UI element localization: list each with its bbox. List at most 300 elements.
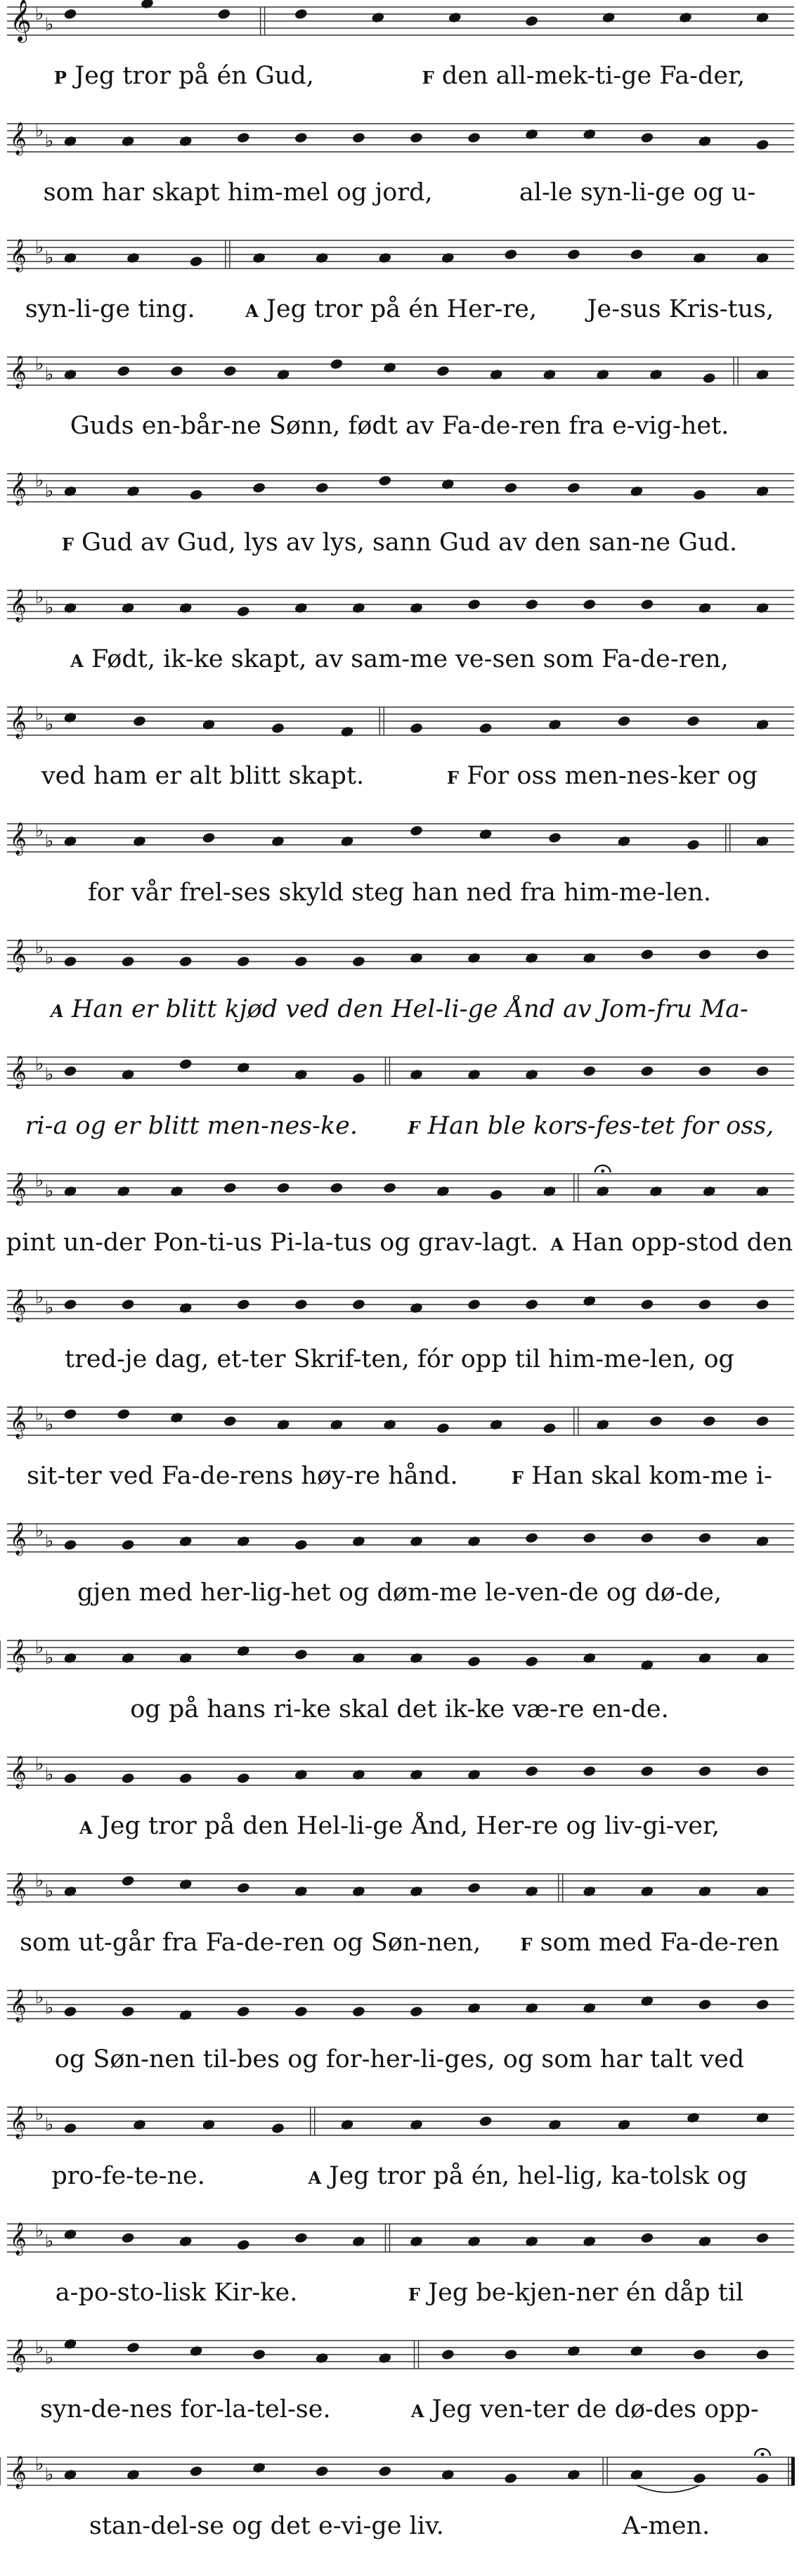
note-head [755,2472,769,2485]
flat-icon: ♭ [35,704,44,725]
note-head [252,2461,266,2474]
lyric-line-20 [0,2279,799,2307]
note-head [351,2005,365,2018]
flat-icon: ♭ [45,597,54,619]
note-head [351,1298,365,1311]
lyric-text: og på hans ri-ke skal det ik-ke væ-re en-de. [130,1695,669,1723]
speaker-cue: A [308,2168,322,2188]
note-head [702,372,716,384]
note-head [63,368,77,381]
note-head [583,2002,597,2014]
note-head [467,1298,481,1311]
note-head [596,1418,610,1431]
lyric-line-22 [0,2512,799,2540]
note-head [126,2341,140,2354]
note-head [132,715,146,727]
note-head [479,828,493,841]
note-head [489,1189,503,1201]
lyric-line-16 [0,1812,799,1840]
note-head [602,11,616,24]
clef-icon: 𝄞 [10,1989,27,2021]
note-head [596,1185,610,1198]
note-head [315,481,329,494]
note-head [698,948,712,961]
staff-line-20 [7,2220,794,2256]
flat-icon: ♭ [45,1648,54,1669]
lyric-phrase [4,1229,542,1257]
staff-line-18 [7,1987,794,2023]
note-head [583,1652,597,1664]
clef-icon: 𝄞 [10,939,27,971]
note-head [271,835,285,848]
flat-icon: ♭ [35,2454,44,2475]
note-head [566,248,580,261]
note-head [121,1298,135,1311]
note-head [467,1068,481,1081]
note-head [252,252,266,264]
lyric-text: Jeg tror på én, hel-lig, ka-tolsk og [329,2162,748,2190]
note-head [441,2348,455,2361]
lyric-phrase [444,762,760,790]
note-head [617,715,631,727]
note-head [63,1885,77,1898]
speaker-cue: F [408,1118,420,1138]
note-head [121,135,135,148]
flat-icon: ♭ [35,2220,44,2241]
note-head [755,718,769,731]
lyric-phrase [59,529,740,557]
note-head [126,252,140,264]
note-head [63,1539,77,1551]
note-head [121,1068,135,1081]
note-head [409,824,423,837]
flat-icon: ♭ [45,2114,54,2135]
flat-icon: ♭ [45,1181,54,1202]
note-head [294,955,308,968]
note-head [276,1418,290,1431]
note-head [236,1298,250,1311]
lyric-phrase [509,1462,775,1490]
note-head [566,2345,580,2357]
note-head [189,255,203,268]
lyric-phrase [37,2395,333,2423]
note-head [479,2115,493,2128]
note-head [294,1068,308,1081]
note-head [63,135,77,148]
note-head [63,1065,77,1077]
flat-icon: ♭ [45,14,54,35]
staff-line-21 [7,2337,794,2373]
lyric-phrase [24,1462,461,1490]
note-head [755,602,769,614]
flat-icon: ♭ [35,820,44,841]
lyric-line-11 [0,1229,799,1257]
note-head [409,952,423,964]
note-head [467,1882,481,1894]
note-head [525,1532,539,1544]
note-head [409,2235,423,2248]
note-head [132,2118,146,2131]
note-head [382,1418,396,1431]
lyric-text: al-le syn-li-ge og u- [519,179,756,207]
speaker-cue: F [408,2284,420,2305]
flat-icon: ♭ [45,947,54,969]
lyric-text: Han ble kors-fes-tet for oss, [427,1112,774,1140]
note-head [441,478,455,491]
flat-icon: ♭ [35,2104,44,2125]
note-head [525,1298,539,1311]
final-bar-thick [791,2457,795,2485]
flat-icon: ♭ [45,131,54,152]
note-head [755,1415,769,1428]
note-head [132,835,146,848]
staff-line-4 [7,354,794,389]
note-head [236,1882,250,1894]
note-head [755,1298,769,1311]
note-head [294,1648,308,1661]
note-head [371,11,385,24]
note-head [340,835,354,848]
note-head [178,1878,193,1891]
note-head [121,1652,135,1664]
note-head [351,2235,365,2248]
lyric-line-9 [0,995,799,1023]
lyric-phrase [548,1229,796,1257]
note-head [698,1885,712,1898]
flat-icon: ♭ [45,1764,54,1785]
note-head [63,485,77,498]
note-head [436,1185,450,1198]
flat-icon: ♭ [35,1754,44,1775]
lyric-line-21 [0,2395,799,2423]
lyric-phrase [22,1112,360,1140]
note-head [276,368,290,381]
note-head [223,1415,237,1428]
note-head [378,252,392,264]
flat-icon: ♭ [45,364,54,385]
lyric-line-13 [0,1462,799,1490]
flat-icon: ♭ [45,1998,54,2019]
clef-icon: 𝄞 [10,356,27,388]
note-head [583,598,597,611]
note-head [121,1875,135,1887]
note-head [63,1652,77,1664]
note-head [315,2352,329,2364]
lyric-text: Je-sus Kris-tus, [587,295,774,323]
lyric-phrase [67,645,732,673]
lyric-text: stan-del-se og det e-vi-ge liv. [89,2512,444,2540]
lyric-phrase [62,1345,737,1373]
note-head [178,1058,193,1070]
lyric-phrase [420,62,748,90]
note-head [698,1298,712,1311]
staff-line-13 [7,1404,794,1439]
note-head [117,1185,131,1198]
lyric-text: Guds en-bår-ne Sønn, født av Fa-de-ren fra e-vig-het. [70,412,729,440]
flat-icon: ♭ [35,1520,44,1541]
note-head [755,1765,769,1778]
lyric-phrase [22,295,198,323]
lyric-text: som har skapt him-mel og jord, [43,179,433,207]
note-head [294,2005,308,2018]
note-head [525,1068,539,1081]
lyric-phrase [52,2045,747,2073]
note-head [276,1182,290,1194]
fermata-dot [761,2453,765,2457]
lyric-phrase [86,2512,447,2540]
note-head [755,138,769,151]
staff-line-1 [7,0,794,43]
note-head [382,1182,396,1194]
staff-line-16 [7,1754,794,1789]
note-head [640,948,654,961]
note-head [504,248,518,261]
note-head [121,602,135,614]
note-head [543,1185,557,1198]
note-head [583,952,597,964]
note-head [698,1765,712,1778]
note-head [583,1532,597,1544]
clef-icon: 𝄞 [10,2339,27,2371]
note-head [525,2002,539,2014]
note-head [178,1302,193,1314]
flat-icon: ♭ [45,1531,54,1552]
note-head [547,831,561,844]
clef-icon: 𝄞 [10,1872,27,1905]
note-head [692,2348,706,2361]
note-head [236,1535,250,1548]
note-head [467,1655,481,1668]
lyric-phrase [17,1929,483,1957]
speaker-cue: A [70,651,84,671]
clef-icon: 𝄞 [10,1406,27,1438]
note-head [236,955,250,968]
note-head [436,365,450,377]
note-head [236,605,250,618]
note-head [121,1539,135,1551]
lyric-text: sit-ter ved Fa-de-rens høy-re hånd. [27,1462,458,1490]
note-head [640,1885,654,1898]
lyric-text: tred-je dag, et-ter Skrif-ten, fór opp til him-me-len, og [65,1345,734,1373]
lyric-line-5 [0,529,799,557]
note-head [340,2118,354,2131]
staff-line-3 [7,237,794,273]
note-head [755,368,769,381]
note-head [178,602,193,614]
clef-icon: 𝄞 [10,706,27,738]
flat-icon: ♭ [35,2337,44,2358]
lyric-text: den all-mek-ti-ge Fa-der, [441,62,746,90]
note-head [315,2465,329,2478]
note-head [63,2228,77,2241]
flat-icon: ♭ [35,354,44,375]
note-head [117,365,131,377]
lyric-text: pint un-der Pon-ti-us Pi-la-tus og grav-lagt. [6,1229,539,1257]
note-head [686,715,700,727]
note-head [698,1065,712,1077]
flat-icon: ♭ [45,481,54,502]
lyric-line-12 [0,1345,799,1373]
note-head [467,1768,481,1781]
lyric-line-18 [0,2045,799,2073]
lyric-line-7 [0,762,799,790]
lyric-text: for vår frel-ses skyld steg han ned fra him-me-len. [87,879,712,907]
lyric-text: Jeg tror på den Hel-li-ge Ånd, Her-re og liv-gi-ver, [100,1812,720,1840]
note-head [178,2009,193,2021]
clef-icon: 𝄞 [10,1522,27,1555]
lyric-text: a-po-sto-lisk Kir-ke. [55,2279,298,2307]
clef-icon: 𝄞 [10,122,27,155]
note-head [640,598,654,611]
note-head [223,365,237,377]
flat-icon: ♭ [35,1170,44,1191]
speaker-cue: A [410,2401,424,2421]
note-head [409,1068,423,1081]
note-head [351,602,365,614]
note-head [617,835,631,848]
lyric-line-19 [0,2162,799,2190]
note-head [202,718,216,731]
flat-icon: ♭ [35,4,44,25]
lyric-text: ri-a og er blitt men-nes-ke. [25,1112,358,1140]
note-head [63,835,77,848]
flat-icon: ♭ [35,1870,44,1891]
note-head [630,2468,644,2481]
note-head [169,1411,183,1424]
note-head [351,1535,365,1548]
note-head [566,2468,580,2481]
note-head [378,2465,392,2478]
note-head [692,252,706,264]
note-head [409,1885,423,1898]
lyric-line-17 [0,1929,799,1957]
note-head [126,485,140,498]
note-head [467,1535,481,1548]
note-head [63,2338,77,2350]
staff-line-17 [7,1870,794,1906]
note-head [649,368,663,381]
note-head [504,2472,518,2485]
note-head [351,1885,365,1898]
note-head [409,1652,423,1664]
note-head [223,1182,237,1194]
note-head [630,2345,644,2357]
note-head [436,1422,450,1435]
note-head [755,948,769,961]
note-head [409,1302,423,1314]
note-head [448,11,462,24]
note-head [755,1652,769,1664]
clef-icon: 𝄞 [10,1172,27,1205]
lyric-phrase [41,179,436,207]
lyric-text: ved ham er alt blitt skapt. [41,762,365,790]
flat-icon: ♭ [35,1404,44,1425]
note-head [294,8,308,20]
clef-icon: 𝄞 [10,589,27,621]
note-head [583,2235,597,2248]
speaker-cue: F [422,67,434,88]
lyric-phrase [517,179,758,207]
note-head [330,1182,344,1194]
lyric-line-1 [0,62,799,90]
clef-icon: 𝄞 [10,1639,27,1671]
note-head [63,8,77,20]
note-head [525,1655,539,1668]
lyric-phrase [408,2395,762,2423]
speaker-cue: A [79,1818,93,1838]
flat-icon: ♭ [45,1414,54,1435]
lyric-phrase [405,1112,777,1140]
lyric-text: A-men. [622,2512,710,2540]
note-head [686,839,700,851]
note-head [126,2468,140,2481]
note-head [294,602,308,614]
note-head [63,2468,77,2481]
flat-icon: ♭ [35,120,44,141]
note-head [252,2348,266,2361]
note-head [702,1185,716,1198]
note-head [566,481,580,494]
note-head [63,2005,77,2018]
note-head [252,481,266,494]
lyric-phrase [51,62,317,90]
clef-icon: 𝄞 [10,1756,27,1788]
note-head [583,1065,597,1077]
note-head [409,2118,423,2131]
note-head [189,488,203,501]
note-head [640,1298,654,1311]
note-head [409,1535,423,1548]
note-head [340,725,354,738]
note-head [409,602,423,614]
note-head [63,2122,77,2135]
note-head [479,722,493,734]
note-head [202,831,216,844]
flat-icon: ♭ [35,1287,44,1308]
note-head [698,602,712,614]
clef-icon: 𝄞 [10,822,27,855]
lyric-phrase [53,2279,301,2307]
note-head [351,1768,365,1781]
note-head [409,722,423,734]
note-head [678,11,692,24]
lyric-line-4 [0,412,799,440]
lyric-phrase [517,1929,782,1957]
flat-icon: ♭ [45,1064,54,1085]
note-head [236,2239,250,2251]
note-head [640,1532,654,1544]
lyric-phrase [85,879,714,907]
clef-icon: 𝄞 [10,1289,27,1321]
flat-icon: ♭ [45,2348,54,2369]
slur [637,2485,700,2492]
flat-icon: ♭ [45,247,54,268]
note-head [583,128,597,141]
note-head [409,131,423,144]
lyric-phrase [306,2162,751,2190]
note-head [178,1652,193,1664]
note-head [467,2002,481,2014]
note-head [294,1298,308,1311]
note-head [543,1422,557,1435]
lyric-text: Jeg be-kjen-ner én dåp til [428,2279,744,2307]
note-head [63,711,77,724]
note-head [698,1652,712,1664]
lyric-text: syn-de-nes for-la-tel-se. [40,2395,331,2423]
note-head [236,1061,250,1074]
flat-icon: ♭ [35,587,44,608]
note-head [755,485,769,498]
